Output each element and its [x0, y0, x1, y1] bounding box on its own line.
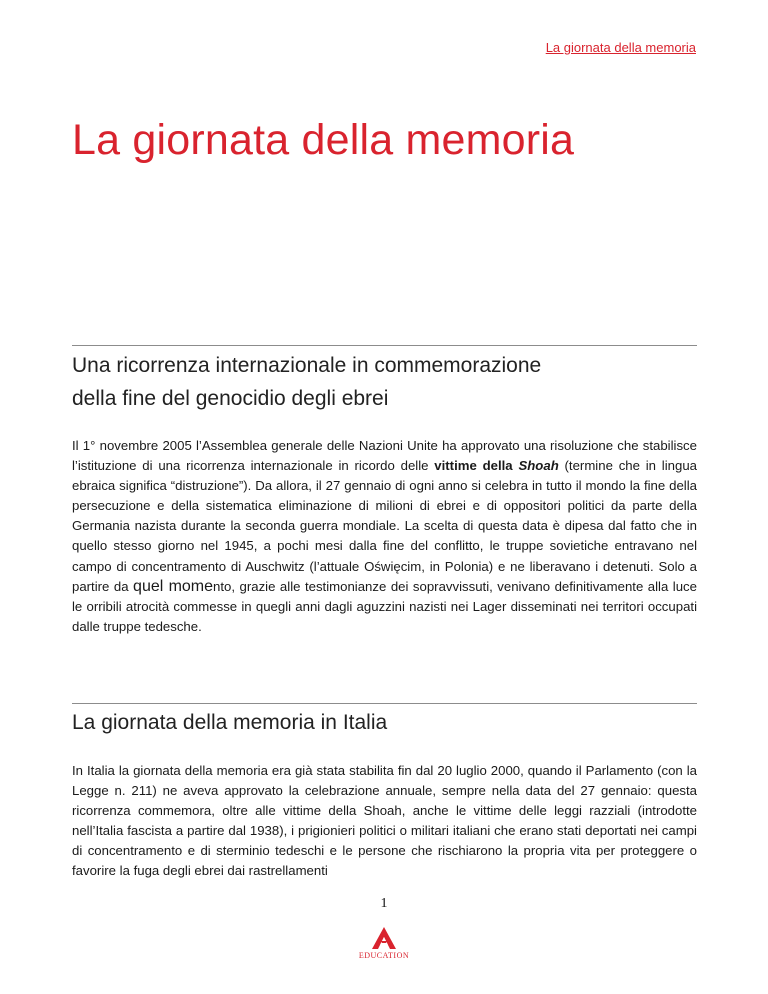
section-paragraph: In Italia la giornata della memoria era già stata stabilita fin dal 20 luglio 2000, quando il Parlamento (con la Legge n. 211) ne aveva approvato la celebrazione annuale, sempre nella data del 27 gennaio: questa ricorrenza commemora, oltre alle vittime della Shoah, anche le vittime delle leggi razziali (introdotte nell’Italia fascista a partire dal 1938), i prigionieri politici o militari italiani che erano stati deportati nei campi di concentramento e di sterminio tedeschi e le persone che rischiarono la propria vita per proteggere o favorire la fuga degli ebrei dai rastrellamenti — [72, 763, 697, 879]
paragraph-text: nto, grazie alle testimonianze dei sopravvissuti, venivano definitivamente alla luce le orribili atrocità commesse in quegli anni dagli aguzzini nazisti nei Lager disseminati nei territori occupati dalle truppe tedesche. — [72, 578, 697, 634]
section-italy — [72, 703, 697, 882]
document-title: La giornata della memoria — [72, 116, 575, 164]
logo-icon — [371, 926, 397, 950]
page-number: 1 — [380, 896, 388, 911]
section-paragraph — [72, 436, 697, 637]
enlarged-text: quel mome — [133, 577, 214, 595]
paragraph-text: (termine che in lingua ebraica significa “distruzione”). Da allora, il 27 gennaio di ogni anno si celebra in tutto il mondo la fine della persecuzione e della sistematica eliminazione di milioni di ebrei e di oppositori politici da parte della Germania nazista durante la seconda guerra mondiale. La scelta di questa data è dipesa dal fatto che in quello stesso giorno nel 1945, a pochi mesi dalla fine del conflitto, le truppe sovietiche entravano nel campo di concentramento di Auschwitz (l’attuale Oświęcim, in Polonia) e ne liberavano i detenuti. Solo a partire da — [72, 458, 698, 594]
publisher-logo — [354, 926, 414, 972]
section-heading-line2: della fine del genocidio degli ebrei — [72, 387, 389, 410]
logo-text: EDUCATION — [358, 951, 410, 960]
paragraph-text: Il 1° novembre 2005 l’Assemblea generale delle Nazioni Unite ha approvato una risoluzione che stabilisce l’istituzione di una ricorrenza internazionale in ricordo delle — [72, 438, 697, 474]
bold-text: vittime della — [434, 458, 519, 474]
section-heading — [72, 346, 697, 415]
bold-italic-text: Shoah — [518, 458, 559, 474]
section-heading: La giornata della memoria in Italia — [72, 711, 388, 734]
section-international — [72, 345, 697, 637]
running-header: La giornata della memoria — [545, 40, 696, 55]
section-heading-line1: Una ricorrenza internazionale in commemorazione — [72, 354, 542, 377]
